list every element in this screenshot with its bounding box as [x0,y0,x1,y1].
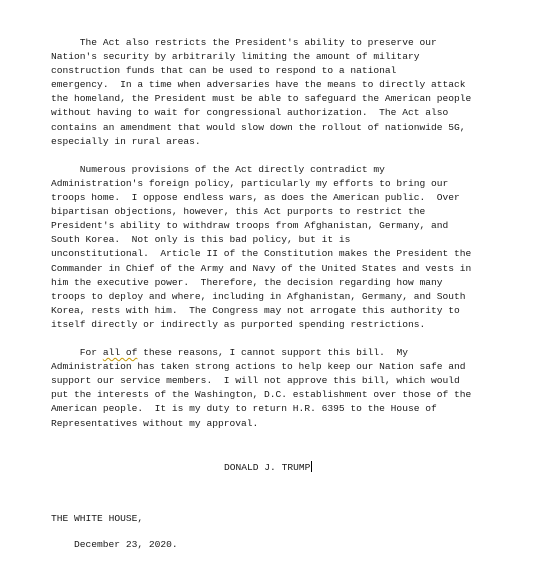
text-line: Representatives without my approval. [51,417,259,429]
text-line: The Act also restricts the President's ability to preserve our [51,37,437,48]
text-line: Administration has taken strong actions to help keep our Nation safe and [51,361,466,373]
date-line: December 23, 2020. [74,539,178,550]
text-line: the homeland, the President must be able to safeguard the American people [51,93,472,105]
text-line: unconstitutional. Article II of the Constitution makes the President the [51,248,472,260]
text-line: itself directly or indirectly as purported spending restrictions. [51,318,426,330]
text-line: Nation's security by arbitrarily limiting the amount of military [51,51,420,63]
grammar-flagged-phrase[interactable]: all of [102,347,138,359]
text-line: Korea, rests with him. The Congress may not arrogate this authority to [51,304,460,316]
text-line [51,346,531,360]
text-line: contains an amendment that would slow down the rollout of nationwide 5G, [51,121,466,133]
text-segment: these reasons, I cannot support this bill. My [137,347,408,359]
text-line: especially in rural areas. [51,135,201,147]
paragraph-foreign-policy [51,163,531,332]
text-cursor [311,461,312,472]
text-line: without having to wait for congressional authorization. The Act also [51,107,449,119]
text-line: South Korea. Not only is this bad policy, but it is [51,234,351,246]
text-line: construction funds that can be used to respond to a national [51,65,397,77]
text-line: American people. It is my duty to return H.R. 6395 to the House of [51,403,437,415]
paragraph-ndaa-restrictions [51,36,531,149]
document-body [51,36,531,431]
signature-line[interactable] [224,461,312,475]
text-line: troops home. I oppose endless wars, as does the American public. Over [51,192,460,204]
paragraph-gap [51,149,531,163]
signature-name: DONALD J. TRUMP [224,462,311,473]
text-line: Administration's foreign policy, particularly my efforts to bring our [51,177,449,189]
text-line: put the interests of the Washington, D.C. establishment over those of the [51,389,472,401]
paragraph-veto-conclusion [51,346,531,431]
place-line: THE WHITE HOUSE, [51,513,144,524]
text-line: Commander in Chief of the Army and Navy of the United States and vests in [51,262,472,274]
text-line: troops to deploy and where, including in Afghanistan, Germany, and South [51,290,466,302]
text-line: support our service members. I will not approve this bill, which would [51,375,460,387]
text-line: President's ability to withdraw troops from Afghanistan, Germany, and [51,220,449,232]
text-line: Numerous provisions of the Act directly contradict my [51,163,385,175]
text-segment: For [51,347,103,359]
paragraph-gap [51,332,531,346]
text-line: him the executive power. Therefore, the decision regarding how many [51,276,443,288]
text-line: bipartisan objections, however, this Act purports to restrict the [51,206,426,218]
text-line: emergency. In a time when adversaries have the means to directly attack [51,79,466,91]
